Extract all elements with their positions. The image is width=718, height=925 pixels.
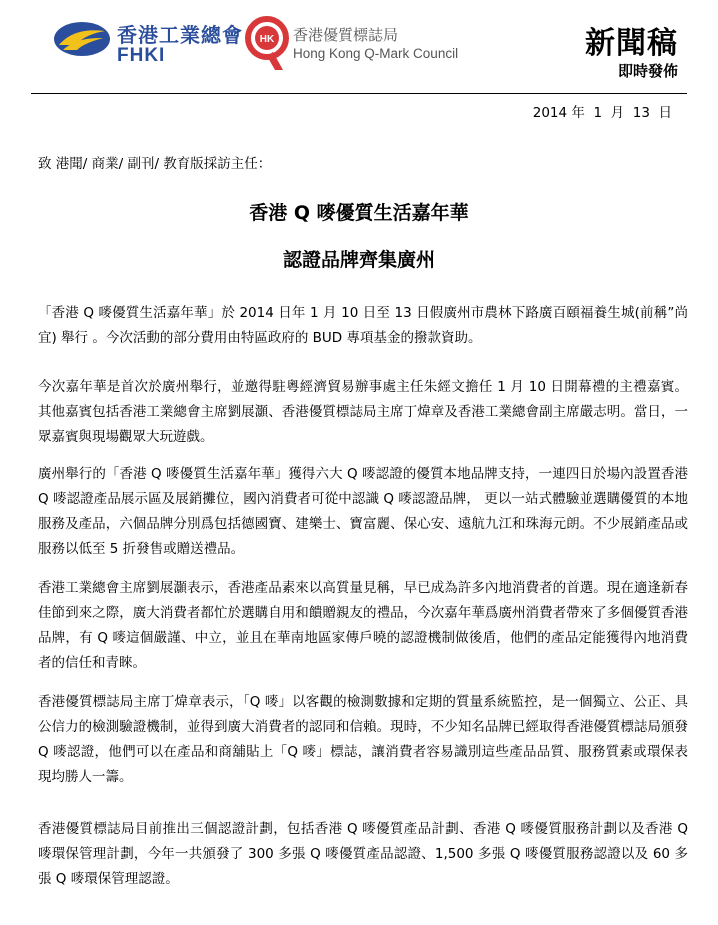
letterhead bbox=[0, 0, 718, 96]
qmark-english-name: Hong Kong Q-Mark Council bbox=[293, 46, 459, 61]
fhki-chinese-name: 香港工業總會 bbox=[117, 23, 243, 47]
headline-main: 香港 Q 嘜優質生活嘉年華 bbox=[249, 202, 469, 224]
recipient-line: 致 港聞/ 商業/ 副刊/ 教育版採訪主任： bbox=[38, 156, 272, 172]
release-date: 2014 年 1 月 13 日 bbox=[532, 105, 672, 121]
body-paragraph: 今次嘉年華是首次於廣州舉行，並邀得駐粵經濟貿易辦事處主任朱經文擔任 1 月 10 日開幕禮的主禮嘉賓。其他嘉賓包括香港工業總會主席劉展灝、香港優質標誌局主席丁煒章及香港工業總會副主席嚴志明。當日，一眾嘉賓與現場觀眾大玩遊戲。 bbox=[38, 379, 688, 445]
body-paragraph: 「香港 Q 嘜優質生活嘉年華」於 2014 日年 1 月 10 日至 13 日假廣州市農林下路廣百頤福養生城(前稱”尚宜) 舉行 。今次活動的部分費用由特區政府的 BUD 專項基金的撥款資助。 bbox=[38, 305, 688, 346]
headline-sub: 認證品牌齊集廣州 bbox=[282, 249, 435, 271]
press-release-title: 新聞稿 bbox=[585, 26, 678, 61]
q-mark-emblem-text: HK bbox=[259, 34, 275, 45]
q-mark-icon bbox=[243, 16, 291, 72]
body-paragraph: 廣州舉行的「香港 Q 嘜優質生活嘉年華」獲得六大 Q 嘜認證的優質本地品牌支持，一連四日於場內設置香港 Q 嘜認證產品展示區及展銷攤位，國內消費者可從中認識 Q 嘜認證品牌， 更以一站式體驗並選購優質的本地服務及產品，六個品牌分別爲包括德國寶、建樂士、寶富麗、保心安、遠航九江和珠海元朗。不少展銷產品或服務以低至 5 折發售或贈送禮品。 bbox=[38, 466, 688, 557]
body-paragraph: 香港優質標誌局主席丁煒章表示，「Q 嘜」以客觀的檢測數據和定期的質量系統監控，是一個獨立、公正、具公信力的檢測驗證機制，並得到廣大消費者的認同和信賴。現時，不少知名品牌已經取得香港優質標誌局頒發 Q 嘜認證，他們可以在產品和商舖貼上「Q 嘜」標誌，讓消費者容易識別這些產品品質、服務質素或環保表現均勝人一籌。 bbox=[38, 694, 688, 785]
body-paragraph: 香港優質標誌局目前推出三個認證計劃，包括香港 Q 嘜優質產品計劃、香港 Q 嘜優質服務計劃以及香港 Q 嘜環保管理計劃，今年一共頒發了 300 多張 Q 嘜優質產品認證、1,500 多張 Q 嘜優質服務認證以及 60 多張 Q 嘜環保管理認證。 bbox=[38, 821, 688, 887]
body-paragraph: 香港工業總會主席劉展灝表示，香港產品素來以高質量見稱，早已成為許多內地消費者的首選。現在適逢新春佳節到來之際，廣大消費者都忙於選購自用和饋贈親友的禮品，今次嘉年華爲廣州消費者帶來了多個優質香港品牌，有 Q 嘜這個嚴謹、中立，並且在華南地區家傳戶曉的認證機制做後盾，他們的產品定能獲得內地消費者的信任和青睞。 bbox=[38, 580, 688, 671]
qmark-council-logo bbox=[243, 16, 459, 72]
fhki-logo bbox=[53, 17, 243, 67]
qmark-chinese-name: 香港優質標誌局 bbox=[293, 26, 399, 44]
fhki-english-name: FHKI bbox=[117, 45, 166, 66]
press-release-subtitle: 即時發佈 bbox=[617, 62, 678, 80]
fhki-emblem-icon bbox=[53, 19, 111, 59]
header-divider bbox=[31, 93, 687, 94]
